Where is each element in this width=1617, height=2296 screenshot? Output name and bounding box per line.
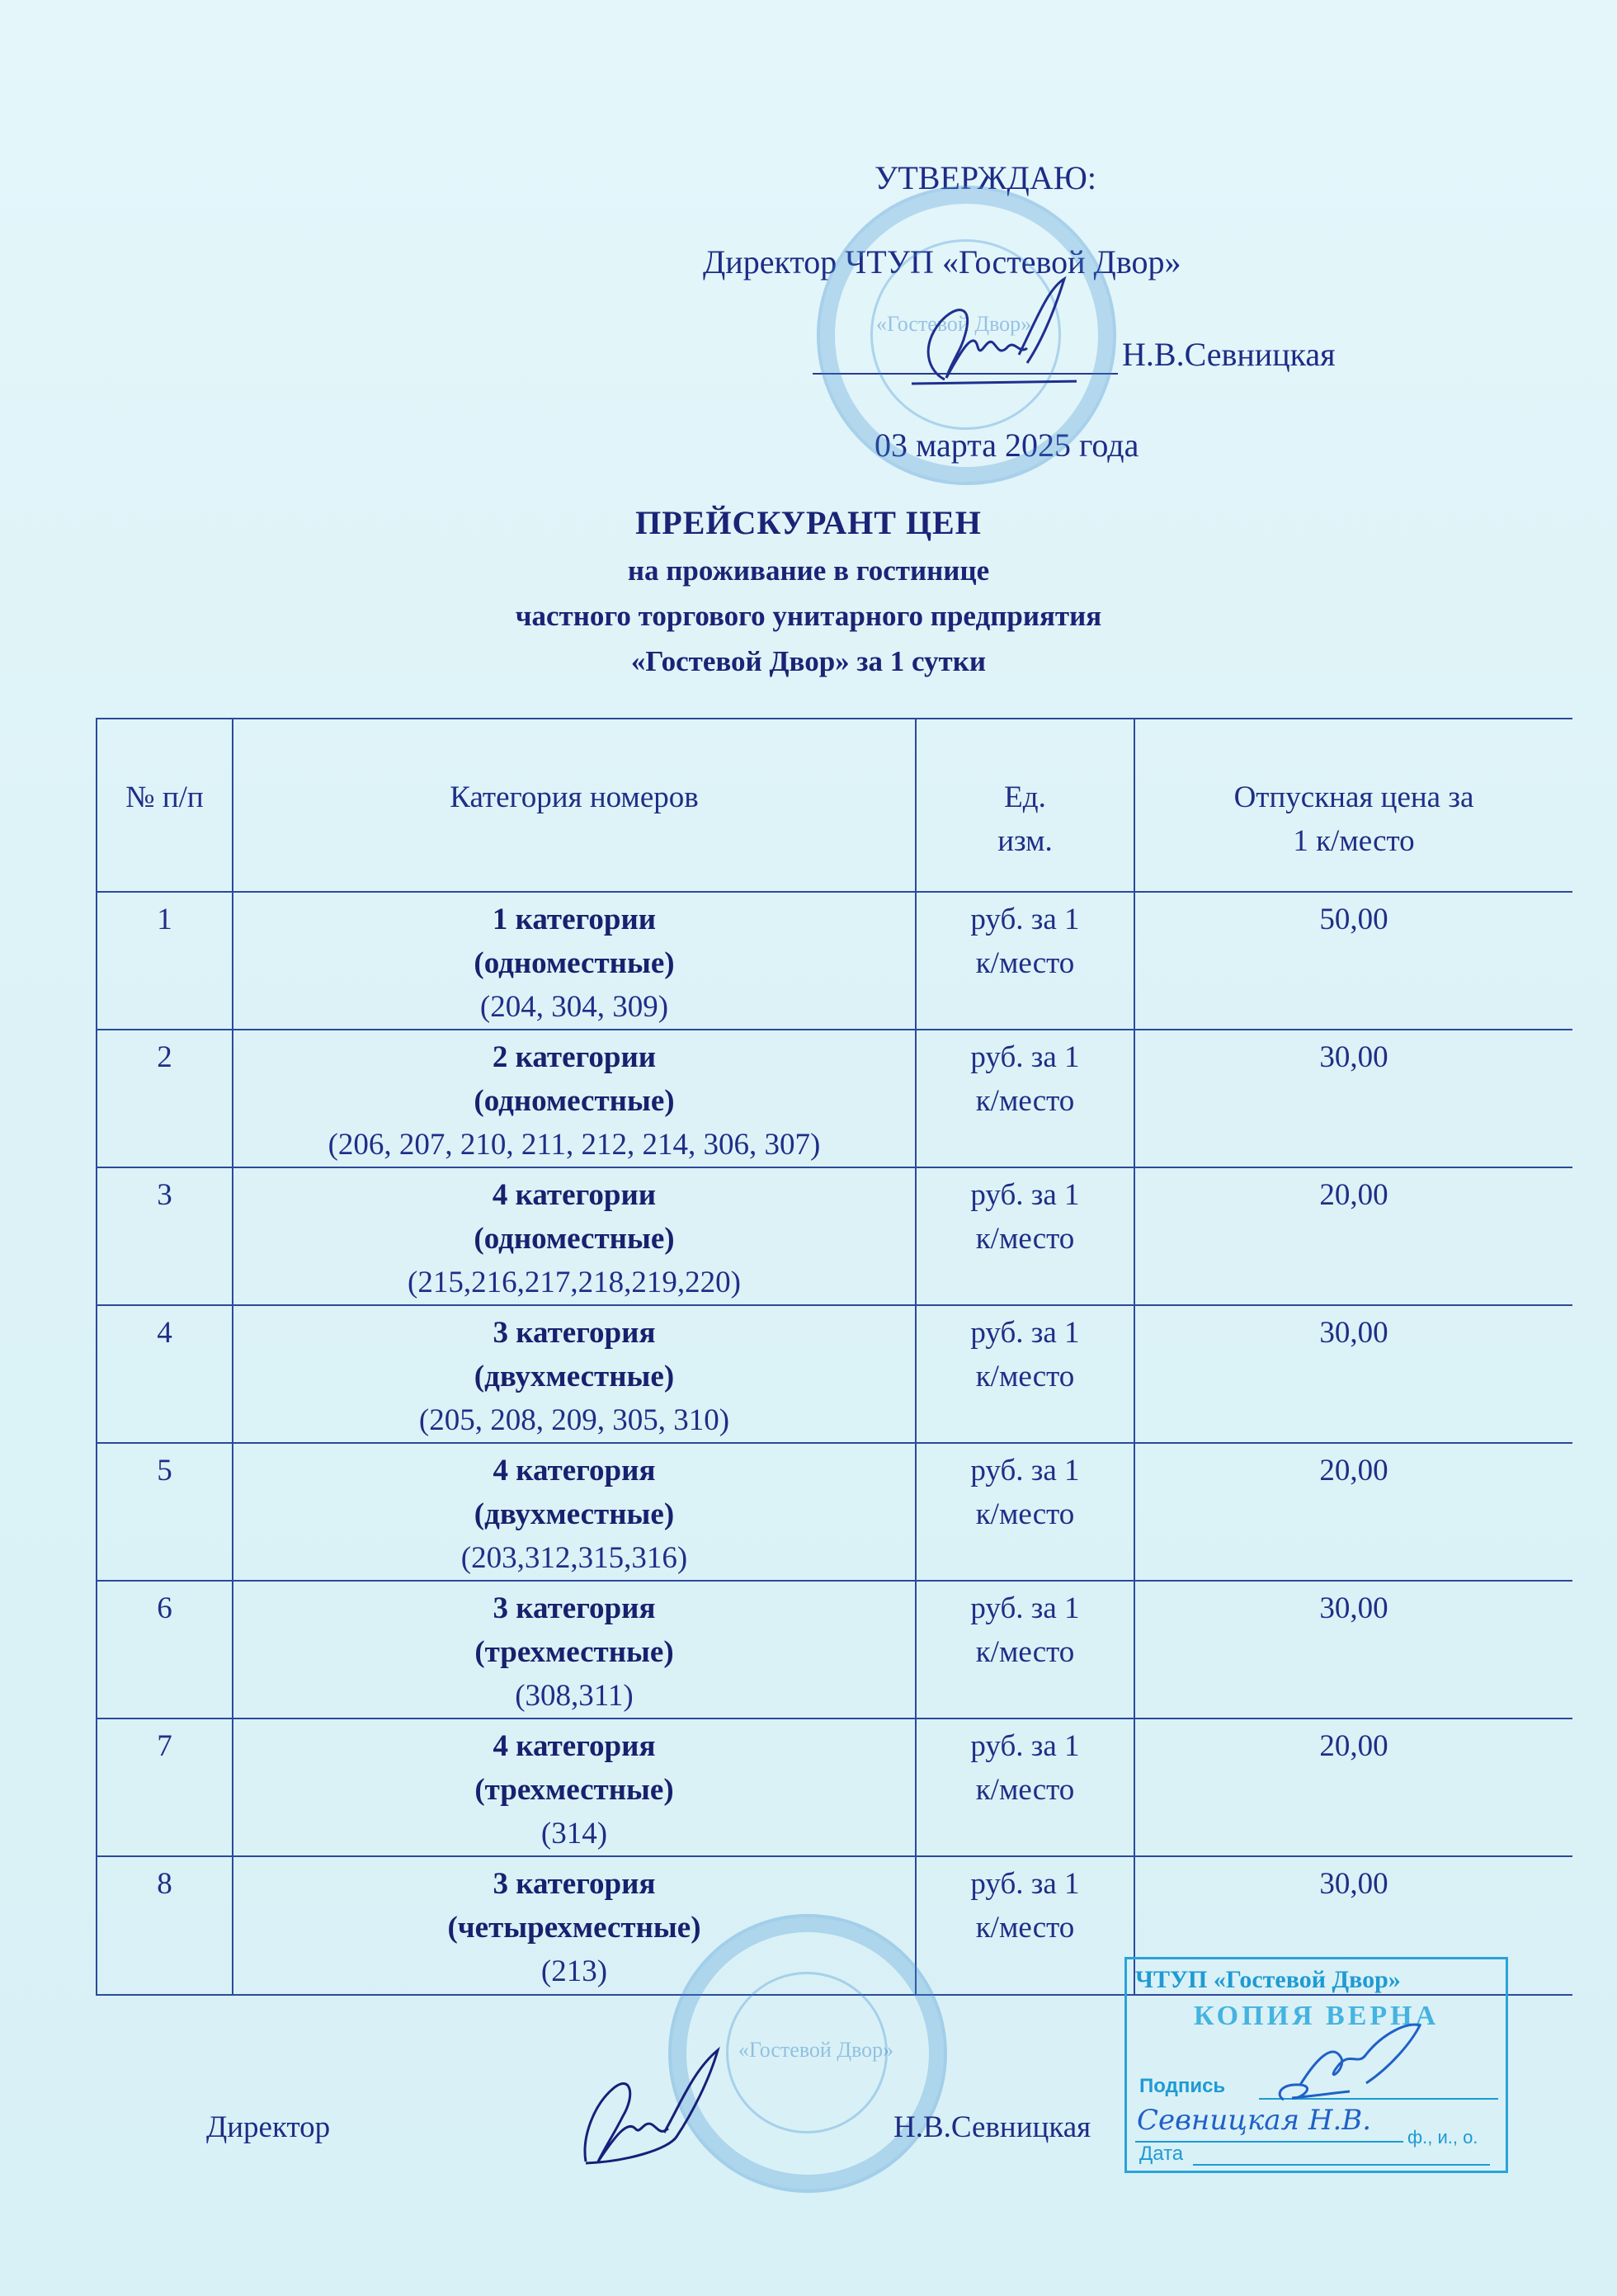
table-row [97,1581,1572,1718]
row-number-value: 4 [157,1316,172,1350]
row-number-value: 1 [157,903,172,936]
copy-stamp-signature-label: Подпись [1139,2075,1226,2097]
row-number-value: 2 [157,1040,172,1074]
row-price [1134,892,1572,1030]
row-unit [916,892,1134,1030]
category-rooms: (215,216,217,218,219,220) [408,1266,741,1299]
footer-signer: Н.В.Севницкая [893,2110,1091,2144]
price-value: 30,00 [1319,1316,1388,1350]
approval-signature [895,272,1077,388]
document-subtitle-line-1: на проживание в гостинице [627,554,990,587]
row-category [233,1443,916,1581]
category-type: (четырехместные) [447,1911,701,1945]
row-unit [916,1581,1134,1718]
row-unit [916,1030,1134,1167]
category-name: 1 категории [492,903,657,936]
row-category [233,892,916,1030]
row-unit [916,1167,1134,1305]
table-row [97,1167,1572,1305]
price-value: 50,00 [1319,903,1388,936]
unit-line-2: к/место [975,1084,1075,1118]
row-number-value: 6 [157,1591,172,1625]
category-name: 3 категория [493,1591,656,1625]
row-category [233,1581,916,1718]
document-title: ПРЕЙСКУРАНТ ЦЕН [635,504,982,541]
row-price [1134,1718,1572,1856]
unit-line-2: к/место [975,1635,1075,1669]
approval-signer: Н.В.Севницкая [1122,336,1336,373]
price-value: 30,00 [1319,1040,1388,1074]
row-number-value: 5 [157,1454,172,1487]
price-value: 30,00 [1319,1591,1388,1625]
round-seal-bottom-label: «Гостевой Двор» [738,2038,894,2062]
unit-line-1: руб. за 1 [970,1454,1080,1487]
price-value: 20,00 [1319,1178,1388,1212]
unit-line-2: к/место [975,1497,1075,1531]
category-type: (одноместные) [474,1084,675,1118]
unit-line-2: к/место [975,1773,1075,1807]
header-category [233,719,916,892]
header-category-label: Категория номеров [450,780,699,814]
row-number [97,1718,233,1856]
approval-title: УТВЕРЖДАЮ: [874,159,1096,196]
category-rooms: (204, 304, 309) [479,990,669,1024]
price-value: 20,00 [1319,1729,1388,1763]
approval-position: Директор ЧТУП «Гостевой Двор» [703,243,1181,281]
unit-line-1: руб. за 1 [970,1178,1080,1212]
copy-stamp-org: ЧТУП «Гостевой Двор» [1135,1966,1401,1993]
row-category [233,1305,916,1443]
copy-stamp-signature [1267,2017,1432,2108]
copy-stamp-title: КОПИЯ ВЕРНА [1193,2001,1440,2031]
row-category [233,1030,916,1167]
header-number-label: № п/п [125,780,204,814]
row-number-value: 8 [157,1867,172,1901]
unit-line-1: руб. за 1 [970,903,1080,936]
document-subtitle-line-2: частного торгового унитарного предприятия [515,600,1102,632]
category-name: 4 категории [492,1178,657,1212]
category-type: (трехместные) [474,1773,674,1807]
header-price [1134,719,1572,892]
header-number [97,719,233,892]
copy-stamp-handwritten-name: Севницкая Н.В. [1137,2104,1372,2137]
row-number [97,1581,233,1718]
price-value: 20,00 [1319,1454,1388,1487]
row-number [97,1856,233,1995]
unit-line-2: к/место [975,946,1075,980]
unit-line-1: руб. за 1 [970,1729,1080,1763]
category-name: 4 категория [493,1454,656,1487]
category-rooms: (308,311) [515,1679,634,1713]
approval-date: 03 марта 2025 года [874,427,1139,464]
price-table [96,718,1572,1996]
header-unit-line-1: Ед. [1004,780,1046,814]
row-number [97,1167,233,1305]
category-rooms: (213) [540,1954,608,1988]
row-unit [916,1305,1134,1443]
category-type: (трехместные) [474,1635,674,1669]
row-price [1134,1581,1572,1718]
row-unit [916,1856,1134,1995]
unit-line-2: к/место [975,1222,1075,1256]
copy-stamp-date-label: Дата [1139,2143,1184,2165]
category-type: (одноместные) [474,1222,675,1256]
category-name: 2 категории [492,1040,657,1074]
table-body [97,892,1572,1995]
row-number-value: 3 [157,1178,172,1212]
header-price-line-2: 1 к/место [1293,824,1415,858]
unit-line-1: руб. за 1 [970,1867,1080,1901]
unit-line-2: к/место [975,1911,1075,1945]
row-category [233,1718,916,1856]
category-name: 3 категория [493,1867,656,1901]
category-name: 3 категория [493,1316,656,1350]
round-seal-top-label: «Гостевой Двор» [876,312,1032,336]
category-rooms: (205, 208, 209, 305, 310) [418,1403,730,1437]
row-price [1134,1305,1572,1443]
copy-certified-stamp [1124,1957,1508,2173]
category-rooms: (206, 207, 210, 211, 212, 214, 306, 307) [328,1128,821,1162]
row-number [97,892,233,1030]
footer-signature [578,2038,734,2170]
copy-stamp-fio-label: ф., и., о. [1407,2127,1478,2147]
row-number [97,1305,233,1443]
unit-line-1: руб. за 1 [970,1591,1080,1625]
header-unit-line-2: изм. [997,824,1053,858]
category-name: 4 категория [493,1729,656,1763]
table-row [97,892,1572,1030]
table-row [97,1718,1572,1856]
row-number [97,1443,233,1581]
category-rooms: (203,312,315,316) [460,1541,688,1575]
unit-line-1: руб. за 1 [970,1040,1080,1074]
row-price [1134,1167,1572,1305]
table-header-row [97,719,1572,892]
copy-stamp-date-line [1193,2164,1490,2166]
unit-line-2: к/место [975,1360,1075,1393]
row-unit [916,1718,1134,1856]
category-rooms: (314) [540,1817,608,1850]
category-type: (одноместные) [474,946,675,980]
row-category [233,1167,916,1305]
header-price-line-1: Отпускная цена за [1233,780,1474,814]
row-unit [916,1443,1134,1581]
category-type: (двухместные) [474,1497,675,1531]
table-row [97,1443,1572,1581]
table-row [97,1030,1572,1167]
row-price [1134,1443,1572,1581]
document-subtitle-line-3: «Гостевой Двор» за 1 сутки [630,645,987,677]
row-number [97,1030,233,1167]
row-price [1134,1030,1572,1167]
footer-position: Директор [206,2110,331,2144]
row-number-value: 7 [157,1729,172,1763]
table-row [97,1305,1572,1443]
unit-line-1: руб. за 1 [970,1316,1080,1350]
category-type: (двухместные) [474,1360,675,1393]
price-value: 30,00 [1319,1867,1388,1901]
header-unit [916,719,1134,892]
